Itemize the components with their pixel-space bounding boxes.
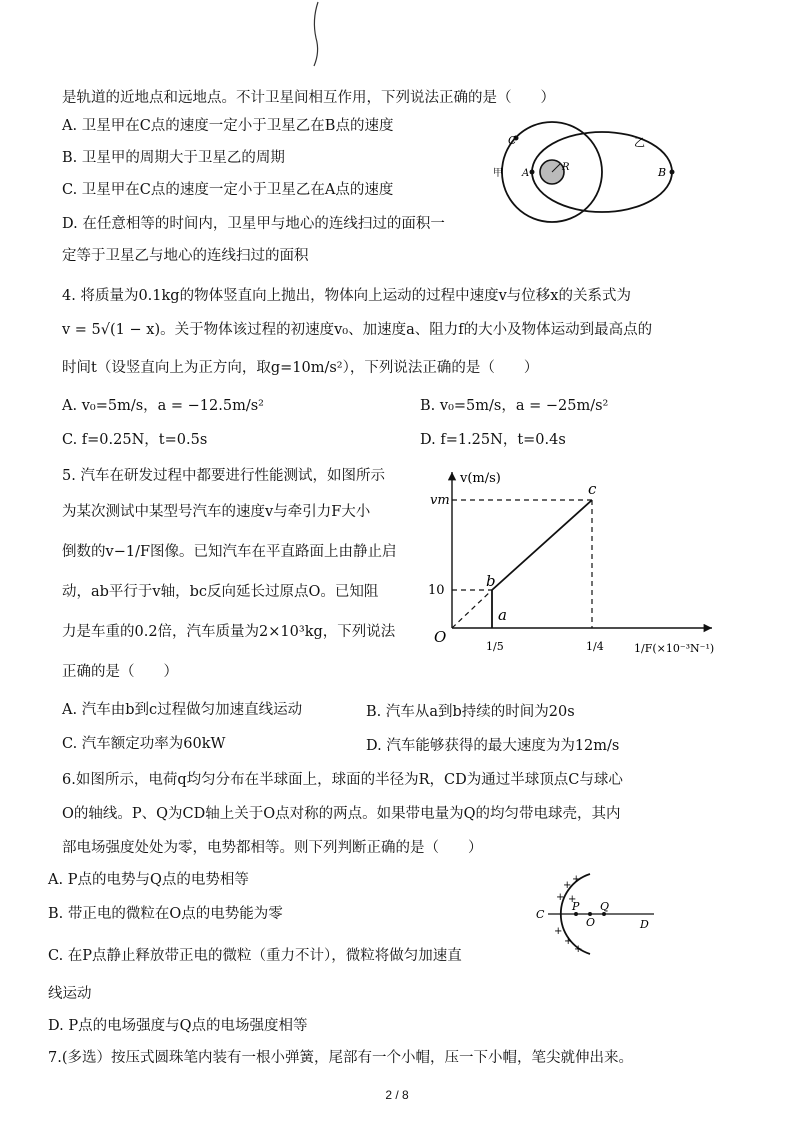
q6-stem-line1: 6.如图所示，电荷q均匀分布在半球面上，球面的半径为R，CD为通过半球顶点C与球心 xyxy=(62,772,623,788)
label-q: Q xyxy=(600,900,610,913)
page-number: 2 / 8 xyxy=(385,1088,409,1102)
q4-option-a: A. v₀=5m/s，a = −12.5m/s² xyxy=(62,398,264,414)
tick-one-fourth: 1/4 xyxy=(586,640,604,653)
q6-option-c-line1: C. 在P点静止释放带正电的微粒（重力不计），微粒将做匀加速直 xyxy=(48,948,462,964)
svg-text:+: + xyxy=(568,894,577,905)
q3-option-d-line2: 定等于卫星乙与地心的连线扫过的面积 xyxy=(62,248,309,264)
tick-one-fifth: 1/5 xyxy=(486,640,504,653)
point-b: b xyxy=(486,572,496,590)
q4-option-b: B. v₀=5m/s，a = −25m/s² xyxy=(420,398,609,414)
label-a: A xyxy=(522,168,530,179)
v-1overF-graph xyxy=(420,460,720,670)
q5-option-c: C. 汽车额定功率为60kW xyxy=(62,736,226,752)
q5-stem-line6: 正确的是（ ） xyxy=(62,664,178,680)
q3-option-b: B. 卫星甲的周期大于卫星乙的周期 xyxy=(62,150,285,166)
q4-stem-line2: v = 5√(1 − x)。关于物体该过程的初速度v₀、加速度a、阻力f的大小及物体运动到最高点的 xyxy=(62,322,653,338)
tick-10: 10 xyxy=(428,583,445,598)
label-yi: 乙 xyxy=(634,136,645,149)
label-o: O xyxy=(586,916,596,929)
x-axis-label: 1/F(×10⁻³N⁻¹) xyxy=(634,642,715,655)
q4-option-d: D. f=1.25N，t=0.4s xyxy=(420,432,566,448)
q5-stem-line3: 倒数的v−1/F图像。已知汽车在平直路面上由静止启 xyxy=(62,544,397,560)
q5-option-d: D. 汽车能够获得的最大速度为为12m/s xyxy=(366,738,620,754)
label-c: C xyxy=(536,908,545,921)
q3-option-d-line1: D. 在任意相等的时间内，卫星甲与地心的连线扫过的面积一 xyxy=(62,216,445,232)
q5-stem-line5: 力是车重的0.2倍，汽车质量为2×10³kg，下列说法 xyxy=(62,624,396,640)
label-r: R xyxy=(562,162,570,173)
orbit-diagram xyxy=(490,120,690,230)
q5-stem-line1: 5. 汽车在研发过程中都要进行性能测试，如图所示 xyxy=(62,468,385,484)
q5-option-b: B. 汽车从a到b持续的时间为20s xyxy=(366,704,575,720)
q4-option-c: C. f=0.25N，t=0.5s xyxy=(62,432,208,448)
point-a: a xyxy=(498,606,507,624)
q3-option-c: C. 卫星甲在C点的速度一定小于卫星乙在A点的速度 xyxy=(62,182,394,198)
q5-stem-line4: 动，ab平行于v轴，bc反向延长过原点O。已知阻 xyxy=(62,584,379,600)
label-c: C xyxy=(508,134,517,147)
label-d: D xyxy=(640,918,649,931)
q6-option-b: B. 带正电的微粒在O点的电势能为零 xyxy=(48,906,283,922)
q6-option-a: A. P点的电势与Q点的电势相等 xyxy=(48,872,249,888)
svg-text:+: + xyxy=(556,892,565,903)
q3-option-a: A. 卫星甲在C点的速度一定小于卫星乙在B点的速度 xyxy=(62,118,394,134)
hemisphere-diagram xyxy=(530,868,670,960)
svg-text:+: + xyxy=(574,944,583,955)
q5-option-a: A. 汽车由b到c过程做匀加速直线运动 xyxy=(62,702,303,718)
svg-text:+: + xyxy=(563,880,572,891)
segment-bc xyxy=(492,500,592,590)
svg-text:+: + xyxy=(572,874,581,885)
y-axis-label: v(m/s) xyxy=(460,471,501,486)
label-p: P xyxy=(572,900,580,913)
q6-stem-line3: 部电场强度处处为零，电势都相等。则下列判断正确的是（ ） xyxy=(62,840,483,856)
origin-label: O xyxy=(434,628,447,646)
svg-text:+: + xyxy=(564,936,573,947)
label-b: B xyxy=(658,166,667,179)
scan-mark xyxy=(300,0,340,70)
q5-stem-line2: 为某次测试中某型号汽车的速度v与牵引力F大小 xyxy=(62,504,371,520)
vm-label: vm xyxy=(430,493,450,508)
label-jia: 甲 xyxy=(493,168,503,179)
q7-stem-line1: 7.(多选）按压式圆珠笔内装有一根小弹簧，尾部有一个小帽，压一下小帽，笔尖就伸出来。 xyxy=(48,1050,633,1066)
q6-stem-line2: O的轴线。P、Q为CD轴上关于O点对称的两点。如果带电量为Q的均匀带电球壳，其内 xyxy=(62,806,621,822)
q4-stem-line3: 时间t（设竖直向上为正方向，取g=10m/s²），下列说法正确的是（ ） xyxy=(62,360,539,376)
q6-option-d: D. P点的电场强度与Q点的电场强度相等 xyxy=(48,1018,308,1034)
q6-option-c-line2: 线运动 xyxy=(48,986,92,1002)
point-c: c xyxy=(588,480,597,498)
svg-text:+: + xyxy=(554,926,563,937)
q3-lead: 是轨道的近地点和远地点。不计卫星间相互作用，下列说法正确的是（ ） xyxy=(62,90,555,106)
q4-stem-line1: 4. 将质量为0.1kg的物体竖直向上抛出，物体向上运动的过程中速度v与位移x的关系式为 xyxy=(62,288,631,304)
